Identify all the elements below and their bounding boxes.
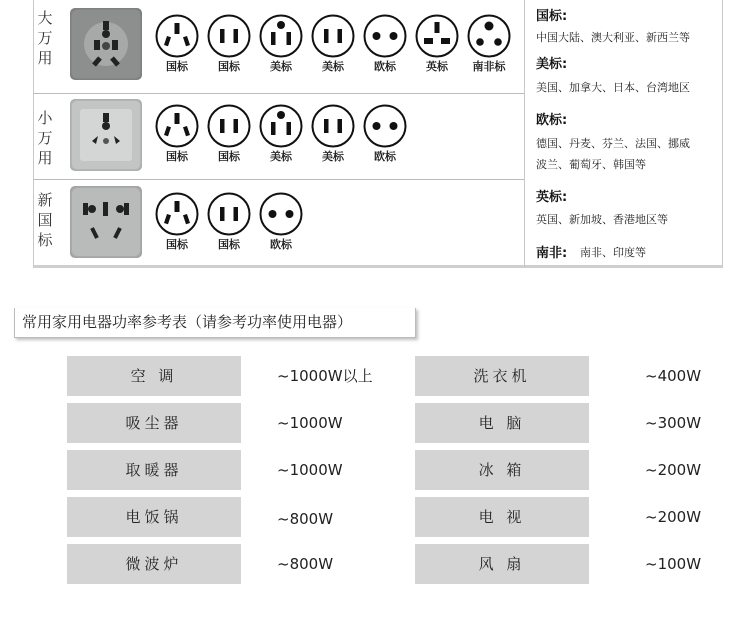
legend-guobiao-title: 国标: xyxy=(536,9,568,24)
flat-two-pin-icon xyxy=(311,104,355,148)
socket-panel xyxy=(33,0,723,268)
appliance-power-value: ~800W xyxy=(277,555,334,573)
socket-row-universal-large xyxy=(34,0,524,94)
appliance-name-cell: 取暖器 xyxy=(67,450,241,490)
appliance-name-cell: 电 脑 xyxy=(415,403,589,443)
socket-photo xyxy=(70,186,142,258)
legend-oubiao-text-2: 波兰、葡萄牙、韩国等 xyxy=(536,158,646,171)
legend-meibiao-text: 美国、加拿大、日本、台湾地区 xyxy=(536,81,690,94)
row-label: 大 万 用 xyxy=(37,9,53,67)
panel-divider xyxy=(524,0,525,268)
legend-oubiao-text-1: 德国、丹麦、芬兰、法国、挪威 xyxy=(536,137,690,150)
cn-three-pin-icon xyxy=(155,192,199,236)
row-label: 新 国 标 xyxy=(37,191,53,249)
us-three-pin-icon xyxy=(259,14,303,58)
flat-two-pin-icon xyxy=(207,104,251,148)
universal-small-socket-icon xyxy=(70,99,142,171)
cn-three-pin-icon xyxy=(155,104,199,148)
appliance-name-cell: 风 扇 xyxy=(415,544,589,584)
appliance-power-value: ~300W xyxy=(645,414,702,432)
outlet-round-two: 欧标 xyxy=(258,192,304,252)
legend-guobiao-text: 中国大陆、澳大利亚、新西兰等 xyxy=(536,31,690,44)
outlet-us-three: 美标 xyxy=(258,14,304,74)
legend-oubiao-title: 欧标: xyxy=(536,113,568,128)
row-label: 小 万 用 xyxy=(37,109,53,167)
outlet-flat-two: 美标 xyxy=(310,104,356,164)
outlet-flat-two: 国标 xyxy=(206,192,252,252)
round-two-pin-icon xyxy=(363,104,407,148)
appliance-name-cell: 洗衣机 xyxy=(415,356,589,396)
universal-socket-icon xyxy=(70,8,142,80)
legend-nanfei-title: 南非: xyxy=(536,246,568,261)
legend-yingbiao-title: 英标: xyxy=(536,190,568,205)
appliance-name-cell: 空 调 xyxy=(67,356,241,396)
appliance-power-value: ~1000W xyxy=(277,461,343,479)
uk-three-pin-icon xyxy=(415,14,459,58)
appliance-power-value: ~200W xyxy=(645,508,702,526)
round-two-pin-icon xyxy=(259,192,303,236)
outlet-cn-three: 国标 xyxy=(154,192,200,252)
appliance-power-value: ~800W xyxy=(277,510,334,528)
flat-two-pin-icon xyxy=(207,14,251,58)
appliance-power-value: ~1000W以上 xyxy=(277,367,373,385)
round-two-pin-icon xyxy=(363,14,407,58)
outlet-round-two: 欧标 xyxy=(362,14,408,74)
cn-three-pin-icon xyxy=(155,14,199,58)
outlet-flat-two: 国标 xyxy=(206,14,252,74)
power-table-title: 常用家用电器功率参考表（请参考功率使用电器） xyxy=(14,308,416,338)
appliance-name-cell: 电饭锅 xyxy=(67,497,241,537)
appliance-power-value: ~200W xyxy=(645,461,702,479)
appliance-name-cell: 电 视 xyxy=(415,497,589,537)
outlet-flat-two: 国标 xyxy=(206,104,252,164)
appliance-name-cell: 微波炉 xyxy=(67,544,241,584)
outlet-cn-three: 国标 xyxy=(154,104,200,164)
legend-meibiao-title: 美标: xyxy=(536,57,568,72)
outlet-round-two: 欧标 xyxy=(362,104,408,164)
appliance-power-value: ~100W xyxy=(645,555,702,573)
outlet-cn-three: 国标 xyxy=(154,14,200,74)
legend-nanfei-text: 南非、印度等 xyxy=(580,246,646,259)
appliance-name-cell: 冰 箱 xyxy=(415,450,589,490)
socket-photo xyxy=(70,99,142,171)
socket-photo xyxy=(70,8,142,80)
outlet-sa-three: 南非标 xyxy=(466,14,512,74)
appliance-power-value: ~1000W xyxy=(277,414,343,432)
new-national-socket-icon xyxy=(70,186,142,258)
socket-row-universal-small xyxy=(34,94,524,180)
socket-row-new-national xyxy=(34,180,524,266)
legend-yingbiao-text: 英国、新加坡、香港地区等 xyxy=(536,213,668,226)
appliance-power-value: ~400W xyxy=(645,367,702,385)
appliance-name-cell: 吸尘器 xyxy=(67,403,241,443)
us-three-pin-icon xyxy=(259,104,303,148)
flat-two-pin-icon xyxy=(311,14,355,58)
outlet-us-three: 美标 xyxy=(258,104,304,164)
flat-two-pin-icon xyxy=(207,192,251,236)
outlet-flat-two: 美标 xyxy=(310,14,356,74)
sa-three-pin-icon xyxy=(467,14,511,58)
outlet-uk-three: 英标 xyxy=(414,14,460,74)
